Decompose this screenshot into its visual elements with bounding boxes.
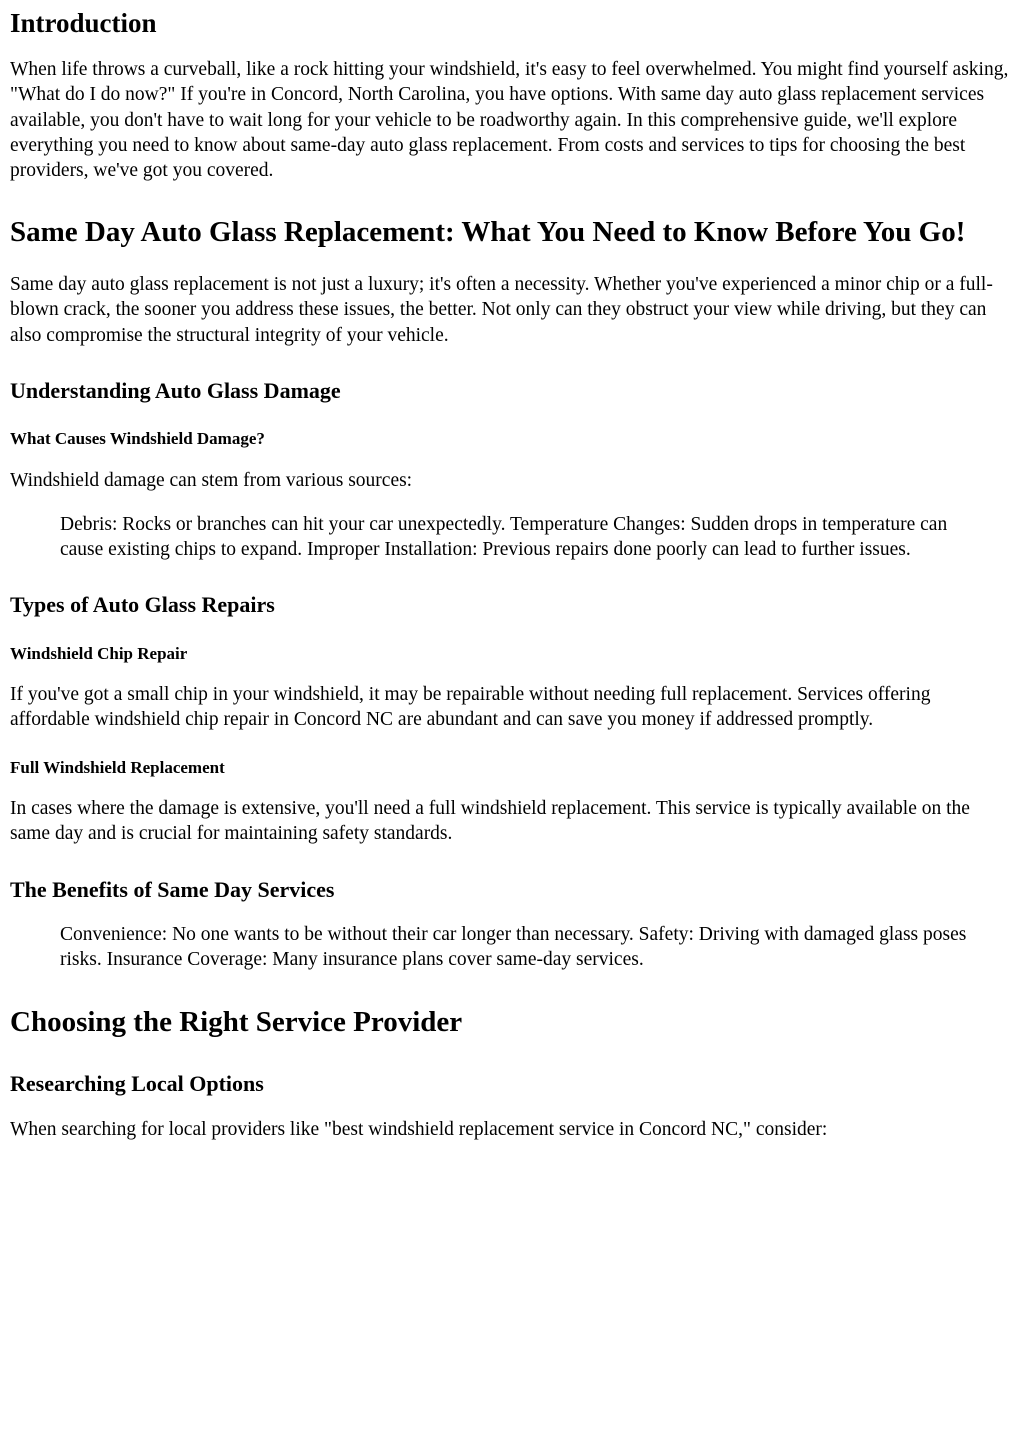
heading-same-day-auto-glass-replacement: Same Day Auto Glass Replacement: What You Need to Know Before You Go! [10,216,966,249]
paragraph-windshield-chip-repair: If you've got a small chip in your windshield, it may be repairable without needing full replacement. Services offering affordable windshield chip repair in Concord NC are abundant and can save you money if addressed promptly. [10,684,931,731]
quote-text-damage-causes: Debris: Rocks or branches can hit your car unexpectedly. Temperature Changes: Sudden drops in temperature can cause existing chips to expand. Improper Installation: Previous repairs done poorly can lead to further issues. [60,513,948,561]
heading-windshield-chip-repair: Windshield Chip Repair [10,643,188,663]
heading-choosing-the-right-service-provider: Choosing the Right Service Provider [10,1005,463,1038]
heading-understanding-auto-glass-damage: Understanding Auto Glass Damage [10,377,341,403]
paragraph-full-windshield-replacement: In cases where the damage is extensive, you'll need a full windshield replacement. This service is typically available on the same day and is crucial for maintaining safety standards. [10,798,970,845]
heading-introduction: Introduction [10,8,157,38]
heading-full-windshield-replacement: Full Windshield Replacement [10,757,225,777]
heading-types-of-auto-glass-repairs: Types of Auto Glass Repairs [10,592,275,618]
paragraph-same-day-auto-glass-replacement: Same day auto glass replacement is not just a luxury; it's often a necessity. Whether you've experienced a minor chip or a full-blown crack, the sooner you address these issues, the better. Not only can they obstruct your view while driving, but they can also compromise the structural integrity of your vehicle. [10,274,993,346]
heading-researching-local-options: Researching Local Options [10,1071,264,1097]
quote-text-same-day-benefits: Convenience: No one wants to be without their car longer than necessary. Safety: Driving with damaged glass poses risks. Insurance Coverage: Many insurance plans cover same-day services. [60,924,967,971]
quote-block-same-day-benefits [10,922,1014,973]
paragraph-what-causes-windshield-damage: Windshield damage can stem from various sources: [10,469,413,491]
heading-the-benefits-of-same-day-services: The Benefits of Same Day Services [10,876,335,902]
paragraph-introduction: When life throws a curveball, like a rock hitting your windshield, it's easy to feel overwhelmed. You might find yourself asking, "What do I do now?" If you're in Concord, North Carolina, you have options. With same day auto glass replacement services available, you don't have to wait long for your vehicle to be roadworthy again. In this comprehensive guide, we'll explore everything you need to know about same-day auto glass replacement. From costs and services to tips for choosing the best providers, we've got you covered. [10,59,1009,182]
heading-what-causes-windshield-damage: What Causes Windshield Damage? [10,429,265,449]
quote-block-damage-causes [10,512,1014,563]
paragraph-researching-local-options: When searching for local providers like "best windshield replacement service in Concord NC," consider: [10,1118,828,1140]
page-bottom-whitespace [10,1161,1014,1411]
